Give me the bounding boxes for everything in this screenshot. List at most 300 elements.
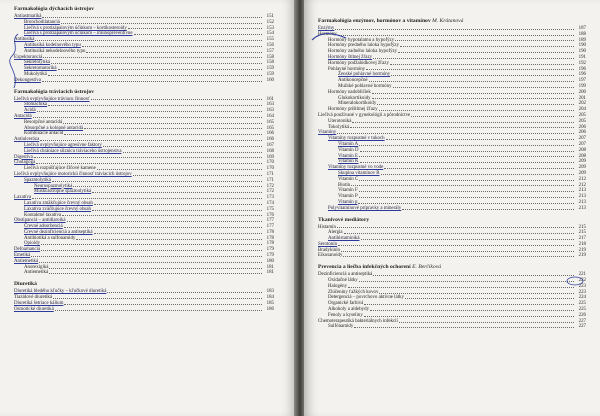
toc-entry-label: Antitusiká kodeínového typu	[24, 42, 81, 48]
toc-entry-page: 202	[578, 101, 586, 107]
dot-leader	[63, 122, 262, 124]
dot-leader	[372, 92, 574, 94]
dot-leader	[364, 303, 574, 305]
toc-entry-page: 179	[266, 253, 274, 259]
toc-entry-label: Liečivá používané v gynekológii a pôrodníctve	[318, 112, 411, 118]
toc-entry-label: Detergenciá – povrchovo aktívne látky	[328, 295, 404, 301]
toc-entry-page: 164	[266, 113, 274, 119]
toc-entry-page: 165	[266, 125, 274, 131]
toc-entry-page: 209	[578, 170, 586, 176]
dot-leader	[364, 315, 574, 317]
toc-entry-label: Liečivá ovplyvňujúce tráviacu činnosť	[14, 96, 90, 102]
toc-entry-label: Kombinácie antacíd	[24, 131, 64, 137]
dot-leader	[359, 144, 574, 146]
toc-entry-label: Ženské pohlavné hormóny	[338, 72, 391, 78]
toc-entry-page: 191	[578, 54, 586, 60]
dot-leader	[64, 226, 262, 228]
toc-entry-label: Laxatíva zväčšujúce črevný obsah	[24, 206, 91, 212]
toc-entry-label: Liečivá ovplyvňujúce agresívne faktory	[24, 142, 102, 148]
toc-entry-page: 167	[266, 142, 274, 148]
toc-entry-label: Resorpčné antacidá	[24, 119, 63, 125]
toc-entry-page: 226	[578, 312, 586, 318]
toc-entry-label: Organické farbivá	[328, 301, 364, 307]
toc-entry-label: Antitusiká	[14, 37, 35, 43]
dot-leader	[82, 45, 262, 47]
toc-section	[318, 264, 586, 330]
toc-entry-page: 212	[578, 182, 586, 188]
toc-entry-label: Vitamín F	[338, 188, 358, 194]
dot-leader	[381, 173, 574, 175]
dot-leader	[40, 139, 262, 141]
toc-entry-label: Biotín	[338, 182, 351, 188]
section-title	[318, 264, 586, 271]
right-page	[304, 0, 600, 416]
toc-entry-page: 179	[266, 247, 274, 253]
toc-entry-label: Črevné dezinficienciá a antiseptiká	[24, 229, 93, 235]
toc-entry-label: Antiemetiká	[24, 270, 49, 276]
toc-entry-page: 169	[266, 154, 274, 160]
toc-entry-page: 205	[578, 112, 586, 118]
toc-entry-label: Stomachiká	[24, 102, 48, 108]
section-title-text: Tkanivové mediátory	[318, 216, 370, 223]
toc-entry-label: Oxidačné látky	[328, 278, 358, 284]
toc-entry-label: Sekretolytiká	[24, 60, 51, 66]
toc-entry-page: 186	[266, 306, 274, 312]
dot-leader	[337, 226, 574, 228]
toc-entry	[318, 324, 586, 330]
dot-leader	[92, 209, 262, 211]
toc-entry-page: 165	[266, 119, 274, 125]
dot-leader	[405, 297, 574, 299]
toc-entry-page: 219	[578, 247, 586, 253]
dot-leader	[128, 27, 262, 29]
dot-leader	[344, 232, 574, 234]
toc-entry-label: Glukokortikoidy	[338, 95, 371, 101]
dot-leader	[390, 63, 574, 65]
toc-entry-label: Antiemetiká	[14, 258, 39, 264]
toc-entry-label: Antihistaminiká	[328, 236, 360, 242]
dot-leader	[133, 174, 262, 176]
toc-entry-page: 225	[578, 307, 586, 313]
dot-leader	[338, 244, 574, 246]
toc-entry-label: Antiastmatiká	[14, 14, 42, 19]
toc-entry-label: Spazmolytiká	[24, 177, 51, 183]
toc-entry-label: Enzýmy	[318, 26, 335, 31]
toc-entry-label: Liečivá s protizápalovým účinkom – kortikosteroidy	[24, 25, 127, 31]
toc-entry-page: 174	[266, 200, 274, 206]
dot-leader	[94, 203, 262, 205]
toc-entry-label: Vitamíny rozpustné v tukoch	[328, 136, 385, 142]
toc-entry-label: Osmotické diuretiká	[14, 306, 54, 312]
toc-entry-page: 197	[578, 78, 586, 84]
toc-entry-page: 166	[266, 131, 274, 137]
toc-entry-page: 192	[578, 60, 586, 66]
toc-entry-page: 213	[578, 205, 586, 211]
section-title-text: Prevencia a liečba infekčných ochorení	[318, 264, 411, 271]
toc-entry-page: 208	[578, 147, 586, 153]
dot-leader	[338, 34, 574, 36]
toc-entry-page: 171	[266, 177, 274, 183]
dot-leader	[64, 133, 262, 135]
dot-leader	[400, 45, 574, 47]
dot-leader	[42, 80, 262, 82]
toc-entry-label: Vitamín K	[338, 159, 359, 165]
toc-entry-page: 154	[266, 31, 274, 37]
toc-entry	[14, 270, 274, 276]
section-title-text: Farmakológia dýchacích ústrojov	[14, 6, 95, 12]
toc-entry-page: 160	[266, 77, 274, 83]
toc-entry-label: Hormóny	[318, 31, 337, 37]
toc-entry-page: 181	[266, 264, 274, 270]
dot-leader	[67, 220, 262, 222]
toc-entry-page: 223	[578, 283, 586, 289]
toc-section	[318, 18, 586, 212]
dot-leader	[34, 156, 262, 158]
toc-entry-label: Liečivá rozpúšťajúce žlčové kamene	[24, 166, 96, 172]
dot-leader	[360, 161, 575, 163]
toc-entry-label: Vitamín P	[338, 194, 358, 200]
toc-entry	[318, 206, 586, 212]
toc-entry-page: 161	[266, 96, 274, 102]
toc-entry-page: 158	[266, 60, 274, 66]
toc-entry-label: Laxatíva zmäkčujúce črevný obsah	[24, 200, 93, 206]
toc-entry-page: 199	[578, 83, 586, 89]
toc-entry-label: Hormóny hypotalamu a hypofýzy	[328, 37, 395, 43]
toc-entry-page: 163	[266, 108, 274, 114]
section-title	[318, 18, 586, 25]
dot-leader	[97, 168, 262, 170]
toc-entry-page: 180	[266, 258, 274, 264]
dot-leader	[402, 208, 574, 210]
dot-leader	[379, 109, 574, 111]
toc-entry-page: 190	[578, 43, 586, 49]
dot-leader	[377, 103, 574, 105]
toc-entry-page: 152	[266, 19, 274, 25]
toc-entry-page: 212	[578, 176, 586, 182]
toc-entry-page: 168	[266, 148, 274, 154]
dot-leader	[92, 191, 262, 193]
toc-entry-page: 184	[266, 295, 274, 301]
toc-section	[14, 89, 274, 277]
dot-leader	[49, 272, 262, 274]
dot-leader	[61, 22, 262, 24]
toc-entry-label: Serotonín	[318, 241, 338, 247]
toc-entry-label: Diuretiká šetriace kálium	[14, 300, 64, 306]
toc-entry-page: 157	[266, 48, 274, 54]
dot-leader	[370, 309, 574, 311]
dot-leader	[41, 243, 262, 245]
toc-entry-page: 215	[578, 230, 586, 236]
toc-entry-page: 170	[266, 160, 274, 166]
section-title	[14, 6, 274, 13]
dot-leader	[360, 150, 575, 152]
toc-entry-page: 172	[266, 183, 274, 189]
toc-entry-page: 156	[266, 42, 274, 48]
toc-entry-page: 206	[578, 130, 586, 136]
toc-entry-page: 196	[578, 66, 586, 72]
dot-leader	[354, 326, 574, 328]
toc-entry-page: 225	[578, 301, 586, 307]
toc-entry-label: Absorpčné a kolopné antacidá	[24, 125, 84, 131]
toc-entry-page: 227	[578, 324, 586, 330]
toc-entry-label: Skupina vitamínov B	[338, 170, 380, 176]
toc-entry-page: 176	[266, 212, 274, 218]
toc-entry-page: 173	[266, 195, 274, 201]
toc-entry-page: 177	[266, 218, 274, 224]
toc-entry-label: Hormóny prištítnej žľazy	[328, 107, 378, 113]
toc-entry-page: 153	[266, 25, 274, 31]
toc-entry-label: Alkoholy a aldehydy	[328, 307, 370, 313]
toc-entry-page: 172	[266, 189, 274, 195]
toc-entry	[318, 253, 586, 259]
dot-leader	[33, 116, 262, 118]
dot-leader	[37, 110, 262, 112]
toc-entry-label: Muskulotropné spazmolytiká	[34, 189, 92, 195]
toc-entry-label: Anorexigiká	[24, 264, 49, 270]
toc-entry-page: 219	[578, 253, 586, 259]
toc-entry-label: Vitamíny	[318, 130, 337, 136]
section-title	[14, 281, 274, 288]
toc-entry-page: 155	[266, 37, 274, 43]
dot-leader	[48, 74, 262, 76]
toc-entry-label: Bradykinín	[318, 247, 341, 253]
toc-entry-label: Defoamanciá	[14, 247, 41, 253]
toc-entry-page: 188	[578, 31, 586, 37]
toc-entry-label: Expektoranciá	[14, 54, 43, 60]
dot-leader	[372, 97, 574, 99]
toc-entry-page: 224	[578, 295, 586, 301]
toc-entry-page: 177	[266, 224, 274, 230]
dot-leader	[398, 51, 574, 53]
dot-leader	[361, 238, 574, 240]
toc-entry-page: 209	[578, 165, 586, 171]
toc-entry-label: Liečivá chrániace sliznicu tráviaceho ústrojenstva	[24, 148, 122, 154]
dot-leader	[53, 297, 262, 299]
toc-entry-page: 209	[578, 159, 586, 165]
section-title	[14, 89, 274, 96]
dot-leader	[64, 303, 262, 305]
dot-leader	[49, 267, 262, 269]
dot-leader	[352, 121, 574, 123]
dot-leader	[123, 151, 263, 153]
toc-entry-label: Laxatíva	[14, 195, 32, 201]
toc-entry-page: 206	[578, 124, 586, 130]
toc-entry-label: Fenoly a kyseliny	[328, 312, 363, 318]
toc-entry-page: 163	[266, 102, 274, 108]
toc-entry-page: 204	[578, 107, 586, 113]
toc-entry-page: 183	[266, 289, 274, 295]
toc-entry-label: Obstipanciá – antidiaroiká	[14, 218, 66, 224]
toc-entry-label: Hormóny predného laloka hypofýzy	[328, 43, 400, 49]
dot-leader	[359, 190, 574, 192]
dot-leader	[58, 68, 262, 70]
toc-entry-label: Alergia	[328, 230, 343, 236]
toc-entry-page: 171	[266, 171, 274, 177]
dot-leader	[32, 197, 262, 199]
toc-entry-label: Vitamín E	[338, 153, 358, 159]
section-author: E. Berčíková	[412, 264, 441, 271]
dot-leader	[341, 250, 574, 252]
toc-entry-label: Črevné adsorbenciá	[24, 224, 63, 230]
dot-leader	[359, 179, 574, 181]
toc-entry-page: 178	[266, 241, 274, 247]
dot-leader	[39, 261, 262, 263]
toc-entry-page: 207	[578, 141, 586, 147]
dot-leader	[395, 39, 574, 41]
toc-entry-page: 158	[266, 54, 274, 60]
toc-entry-label: Vitamín A	[338, 141, 359, 147]
dot-leader	[358, 202, 574, 204]
toc-entry-label: Acidá	[24, 108, 36, 114]
toc-entry-page: 151	[266, 14, 274, 19]
toc-entry-label: Antibiotiká a sulfonamidy	[24, 235, 76, 241]
toc-entry-label: Emetiká	[14, 253, 31, 259]
toc-entry-page: 201	[578, 95, 586, 101]
dot-leader	[36, 162, 262, 164]
toc-section	[14, 281, 274, 312]
toc-entry-page: 190	[578, 49, 586, 55]
toc-entry-label: Hormóny štítnej žľazy	[328, 54, 373, 60]
toc-entry-page: 207	[578, 136, 586, 142]
dot-leader	[399, 321, 574, 323]
toc-entry-label: Pohlavné hormóny	[328, 66, 366, 72]
dot-leader	[359, 196, 574, 198]
dot-leader	[366, 68, 574, 70]
dot-leader	[351, 184, 574, 186]
toc-entry-label: Tiazidové diuretiká	[14, 295, 52, 301]
dot-leader	[42, 16, 262, 18]
toc-entry	[14, 307, 274, 313]
toc-entry-label: Antitusiká nekodeínového typu	[24, 48, 86, 54]
dot-leader	[359, 155, 574, 157]
toc-entry-label: Polyvitamínové prípravky a minerály	[328, 205, 402, 211]
toc-entry-page: 196	[578, 72, 586, 78]
toc-entry-label: Dekongestíva	[14, 77, 41, 83]
dot-leader	[373, 57, 574, 59]
dot-leader	[350, 126, 574, 128]
dot-leader	[62, 214, 262, 216]
toc-entry-label: Eikosanoidy	[318, 253, 343, 259]
toc-entry-page: 181	[266, 270, 274, 276]
toc-entry-label: Mužské pohlavné hormóny	[338, 83, 392, 89]
toc-entry	[14, 78, 274, 84]
dot-leader	[379, 292, 574, 294]
toc-entry-label: Neurospazmolytiká	[34, 183, 73, 189]
toc-entry-page: 178	[266, 229, 274, 235]
toc-entry-page: 170	[266, 166, 274, 172]
toc-entry-page: 185	[266, 300, 274, 306]
section-title	[318, 217, 586, 224]
dot-leader	[84, 127, 262, 129]
toc-entry-label: Opioidy	[24, 241, 41, 247]
dot-leader	[384, 167, 574, 169]
toc-entry-label: Cholagogá	[14, 160, 36, 166]
dot-leader	[31, 255, 262, 257]
toc-entry-label: Vitamín C	[338, 176, 359, 182]
toc-entry-page: 215	[578, 224, 586, 230]
toc-entry-label: Vitamín p	[338, 199, 358, 205]
toc-entry-label: Antikoncepčné	[338, 78, 368, 84]
toc-entry-label: Uterotoniká	[328, 118, 352, 124]
dot-leader	[43, 56, 262, 58]
dot-leader	[73, 185, 262, 187]
dot-leader	[359, 280, 574, 282]
left-page	[0, 0, 296, 416]
dot-leader	[52, 180, 262, 182]
toc-entry-label: Antiulceróza	[14, 137, 40, 143]
toc-entry-page: 175	[266, 206, 274, 212]
toc-entry-label: Digestíva	[14, 154, 33, 160]
toc-entry-label: Bronchodilatanciá	[24, 19, 60, 25]
dot-leader	[348, 286, 574, 288]
toc-entry-page: 213	[578, 199, 586, 205]
toc-entry-page: 213	[578, 188, 586, 194]
toc-entry-label: Sulfónamidy	[328, 324, 354, 330]
toc-entry-page: 218	[578, 241, 586, 247]
toc-entry-label: Histamín	[318, 224, 336, 230]
section-author: M. Krátanová	[432, 18, 464, 24]
toc-entry-label: Chemoterapeutiká bakteriálnych infekcií	[318, 318, 398, 324]
toc-entry-label: Diuretiká bledého kľučky – kľučkové diuretiká	[14, 289, 107, 295]
toc-entry-page: 222	[578, 278, 586, 284]
dot-leader	[55, 309, 262, 311]
toc-entry-label: Sekretomotoriká	[24, 66, 57, 72]
toc-entry-label: Liečivá ovplyvňujúce motorickú činnosť tráviacich ústrojov	[14, 171, 132, 177]
toc-entry-page: 221	[578, 272, 586, 278]
dot-leader	[411, 115, 574, 117]
dot-leader	[48, 104, 262, 106]
dot-leader	[41, 249, 262, 251]
toc-entry-label: Mukolytiká	[24, 71, 47, 77]
toc-entry-page: 178	[266, 235, 274, 241]
dot-leader	[373, 274, 574, 276]
toc-entry-page: 200	[578, 89, 586, 95]
dot-leader	[391, 74, 574, 76]
toc-entry-page: 208	[578, 153, 586, 159]
toc-entry-label: Kontaktné laxatíva	[24, 212, 62, 218]
toc-entry-label: Hormóny podžalúdkovej žľazy	[328, 60, 389, 66]
toc-section	[318, 217, 586, 260]
toc-entry-label: Antacidá	[14, 113, 32, 119]
dot-leader	[134, 33, 262, 35]
dot-leader	[76, 238, 262, 240]
toc-entry-label: Zlúčeniny ťažkých kovov	[328, 289, 379, 295]
toc-entry-label: Hormóny zadného laloka hypofýzy	[328, 49, 398, 55]
toc-entry-label: Vitamín D	[338, 147, 359, 153]
dot-leader	[86, 51, 262, 53]
toc-entry-page: 217	[578, 236, 586, 242]
toc-entry-label: Liečivá s protizápalovým účinkom – imunopreventívne	[24, 31, 133, 37]
section-title-text: Farmakológia enzýmov, hormónov a vitamínov	[318, 18, 431, 24]
toc-entry-page: 166	[266, 137, 274, 143]
section-title-text: Farmakológia tráviacich ústrojov	[14, 88, 95, 95]
toc-entry-page: 159	[266, 71, 274, 77]
dot-leader	[343, 255, 574, 257]
dot-leader	[369, 80, 574, 82]
toc-entry-page: 227	[578, 318, 586, 324]
toc-section	[14, 6, 274, 84]
toc-entry-page: 205	[578, 118, 586, 124]
toc-entry-label: Hormóny nadobličiek	[328, 89, 371, 95]
toc-entry-page: 159	[266, 66, 274, 72]
dot-leader	[386, 138, 574, 140]
toc-entry-label: Vitamíny rozpustné vo vode	[328, 165, 384, 171]
toc-entry-page: 223	[578, 289, 586, 295]
toc-entry-label: Mineralokortikoidy	[338, 101, 377, 107]
dot-leader	[393, 86, 574, 88]
dot-leader	[107, 291, 262, 293]
toc-entry-label: Tokolytiká	[328, 124, 350, 130]
